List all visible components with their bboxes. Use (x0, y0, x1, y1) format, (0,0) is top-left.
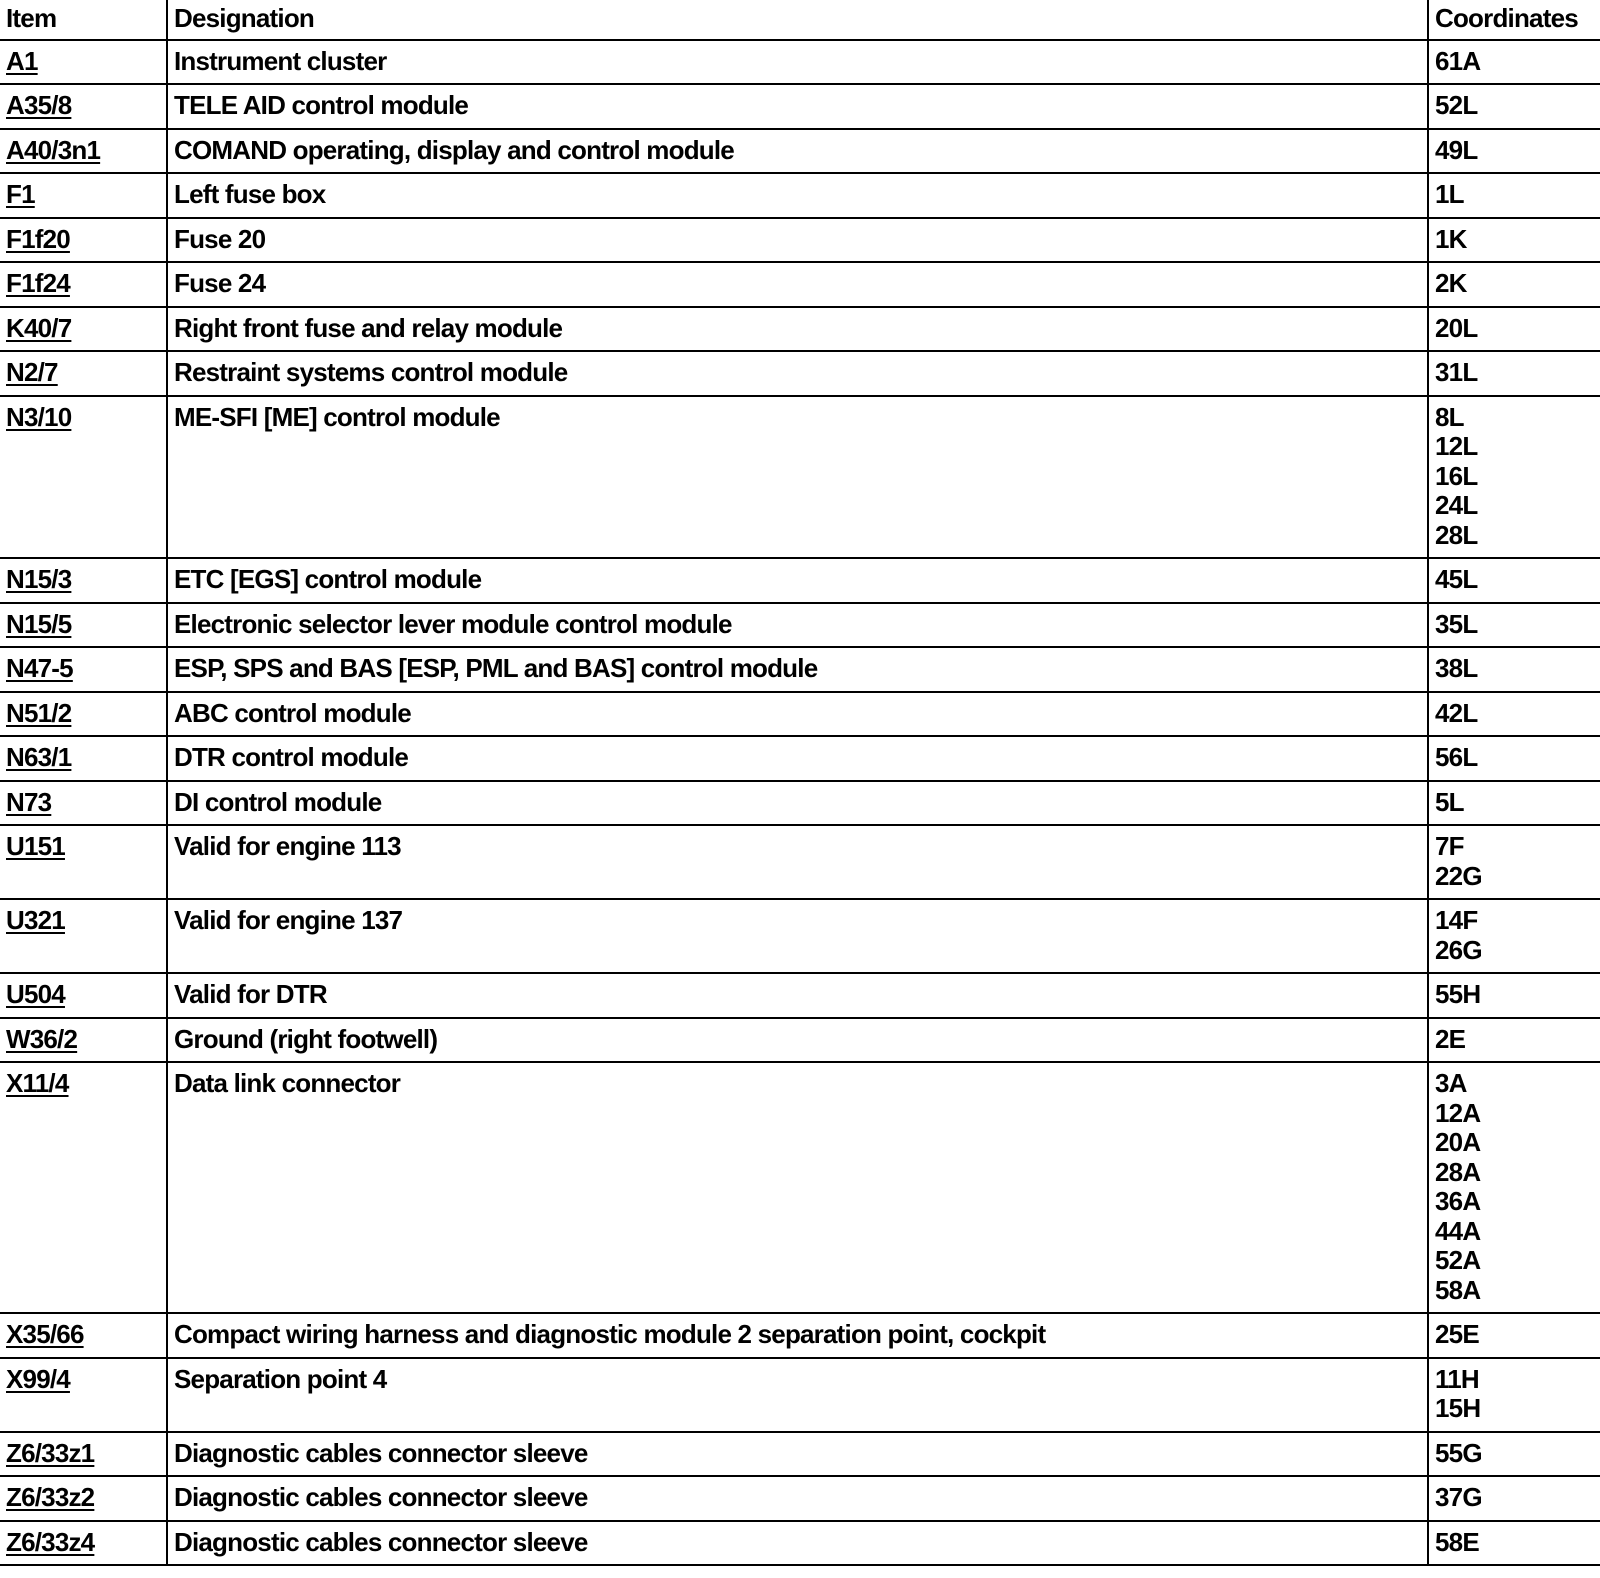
item-link[interactable]: F1f24 (6, 268, 70, 298)
item-link[interactable]: F1f20 (6, 223, 70, 254)
table-row (0, 1521, 1600, 1566)
table-row (0, 825, 1600, 899)
coordinate-value: 58E (1435, 1526, 1479, 1557)
coordinate-value: 12A (1435, 1097, 1481, 1128)
item-cell (0, 1062, 167, 1313)
designation-cell: Compact wiring harness and diagnostic module 2 separation point, cockpit (167, 1313, 1428, 1358)
coordinate-value: 11H (1435, 1363, 1479, 1394)
item-cell (0, 262, 167, 307)
coordinates-cell (1428, 558, 1600, 603)
designation-cell: Electronic selector lever module control module (167, 603, 1428, 648)
item-cell (0, 973, 167, 1018)
coordinate-value: 1L (1435, 179, 1464, 209)
item-link[interactable]: Z6/33z4 (6, 1526, 95, 1557)
coordinates-cell (1428, 736, 1600, 781)
item-cell (0, 1313, 167, 1358)
coordinate-value: 22G (1435, 860, 1482, 891)
item-link[interactable]: Z6/33z2 (6, 1482, 95, 1512)
coordinates-cell (1428, 173, 1600, 218)
coordinates-cell (1428, 396, 1600, 559)
item-cell (0, 1476, 167, 1521)
designation-cell: Valid for DTR (167, 973, 1428, 1018)
coordinate-value: 20L (1435, 312, 1478, 343)
coordinate-value: 25E (1435, 1319, 1479, 1349)
item-link[interactable]: Z6/33z1 (6, 1437, 95, 1468)
item-link[interactable]: A1 (6, 45, 38, 76)
table-row (0, 736, 1600, 781)
table-row (0, 129, 1600, 174)
item-link[interactable]: A35/8 (6, 90, 72, 120)
coordinate-value: 52A (1435, 1245, 1481, 1275)
coordinates-cell (1428, 1358, 1600, 1432)
item-link[interactable]: N51/2 (6, 697, 72, 728)
item-link[interactable]: K40/7 (6, 312, 72, 343)
item-link[interactable]: A40/3n1 (6, 134, 101, 165)
table-row (0, 218, 1600, 263)
coordinates-cell (1428, 781, 1600, 826)
coordinates-cell (1428, 899, 1600, 973)
item-link[interactable]: N15/5 (6, 608, 72, 639)
item-link[interactable]: N63/1 (6, 742, 72, 772)
coordinate-value: 55H (1435, 979, 1481, 1009)
coordinate-value: 56L (1435, 742, 1478, 772)
item-cell (0, 825, 167, 899)
coordinate-value: 58A (1435, 1274, 1481, 1305)
coordinates-cell (1428, 40, 1600, 85)
designation-cell: Valid for engine 137 (167, 899, 1428, 973)
coordinates-cell (1428, 1018, 1600, 1063)
coordinate-value: 15H (1435, 1393, 1481, 1423)
designation-cell: ESP, SPS and BAS [ESP, PML and BAS] control module (167, 647, 1428, 692)
coordinates-cell (1428, 1313, 1600, 1358)
coordinate-value: 16L (1435, 460, 1478, 491)
coordinates-cell (1428, 218, 1600, 263)
item-cell (0, 692, 167, 737)
table-row (0, 558, 1600, 603)
coordinate-value: 5L (1435, 786, 1464, 817)
coordinates-cell (1428, 1521, 1600, 1566)
item-cell (0, 173, 167, 218)
coordinate-value: 12L (1435, 431, 1478, 461)
coordinate-value: 42L (1435, 697, 1478, 728)
table-row (0, 1313, 1600, 1358)
item-link[interactable]: N3/10 (6, 401, 72, 432)
designation-cell: Left fuse box (167, 173, 1428, 218)
coordinates-cell (1428, 692, 1600, 737)
table-row (0, 1432, 1600, 1477)
table-row (0, 1476, 1600, 1521)
table-row (0, 84, 1600, 129)
table-row (0, 173, 1600, 218)
table-row (0, 692, 1600, 737)
item-link[interactable]: U321 (6, 905, 65, 935)
item-cell (0, 899, 167, 973)
designation-cell: Data link connector (167, 1062, 1428, 1313)
item-cell (0, 84, 167, 129)
item-link[interactable]: N15/3 (6, 564, 72, 594)
item-cell (0, 781, 167, 826)
designation-cell: Fuse 24 (167, 262, 1428, 307)
designation-cell: DI control module (167, 781, 1428, 826)
item-cell (0, 396, 167, 559)
designation-cell: COMAND operating, display and control module (167, 129, 1428, 174)
item-link[interactable]: X99/4 (6, 1363, 70, 1394)
coordinate-value: 49L (1435, 134, 1478, 165)
coordinate-value: 28L (1435, 519, 1478, 550)
table-row (0, 973, 1600, 1018)
item-cell (0, 736, 167, 781)
table-row (0, 647, 1600, 692)
coordinate-value: 3A (1435, 1068, 1467, 1098)
coordinate-value: 24L (1435, 490, 1478, 520)
designation-cell: ABC control module (167, 692, 1428, 737)
table-row (0, 40, 1600, 85)
coordinate-value: 20A (1435, 1127, 1481, 1157)
coordinates-cell (1428, 84, 1600, 129)
item-cell (0, 40, 167, 85)
coordinate-value: 35L (1435, 608, 1478, 639)
coordinates-cell (1428, 1062, 1600, 1313)
item-link[interactable]: U151 (6, 831, 65, 861)
item-link[interactable]: X11/4 (6, 1068, 69, 1098)
table-row (0, 396, 1600, 559)
table-row (0, 351, 1600, 396)
designation-cell: Ground (right footwell) (167, 1018, 1428, 1063)
coordinates-column-header: Coordinates (1428, 0, 1600, 40)
coordinates-cell (1428, 307, 1600, 352)
coordinate-value: 7F (1435, 831, 1464, 861)
coordinate-value: 37G (1435, 1482, 1482, 1512)
table-row (0, 899, 1600, 973)
coordinate-value: 55G (1435, 1437, 1482, 1468)
table-row (0, 603, 1600, 648)
item-cell (0, 1358, 167, 1432)
item-link[interactable]: W36/2 (6, 1023, 78, 1054)
table-row (0, 1018, 1600, 1063)
table-body (0, 40, 1600, 1566)
designation-cell: TELE AID control module (167, 84, 1428, 129)
table-row (0, 307, 1600, 352)
designation-cell: Diagnostic cables connector sleeve (167, 1521, 1428, 1566)
item-link[interactable]: U504 (6, 979, 65, 1009)
designation-cell: DTR control module (167, 736, 1428, 781)
coordinates-cell (1428, 351, 1600, 396)
coordinate-value: 2K (1435, 268, 1467, 298)
item-cell (0, 558, 167, 603)
coordinate-value: 44A (1435, 1215, 1481, 1246)
item-cell (0, 129, 167, 174)
item-cell (0, 1432, 167, 1477)
coordinates-cell (1428, 973, 1600, 1018)
item-link[interactable]: F1 (6, 179, 35, 209)
designation-cell: Separation point 4 (167, 1358, 1428, 1432)
item-cell (0, 603, 167, 648)
coordinate-value: 28A (1435, 1156, 1481, 1187)
coordinate-value: 52L (1435, 90, 1478, 120)
table-row (0, 262, 1600, 307)
table-row (0, 1358, 1600, 1432)
coordinate-value: 61A (1435, 45, 1481, 76)
coordinate-value: 2E (1435, 1023, 1466, 1054)
coordinate-value: 1K (1435, 223, 1467, 254)
designation-cell: Diagnostic cables connector sleeve (167, 1432, 1428, 1477)
designation-cell: Instrument cluster (167, 40, 1428, 85)
designation-cell: Fuse 20 (167, 218, 1428, 263)
coordinate-value: 14F (1435, 905, 1478, 935)
coordinate-value: 8L (1435, 401, 1464, 432)
item-link[interactable]: N47-5 (6, 653, 73, 683)
coordinates-cell (1428, 129, 1600, 174)
coordinates-cell (1428, 1432, 1600, 1477)
designation-cell: Valid for engine 113 (167, 825, 1428, 899)
coordinate-value: 31L (1435, 357, 1478, 387)
coordinate-value: 36A (1435, 1186, 1481, 1216)
item-link[interactable]: N2/7 (6, 357, 58, 387)
table-header-row (0, 0, 1600, 40)
designation-cell: Right front fuse and relay module (167, 307, 1428, 352)
item-cell (0, 1018, 167, 1063)
item-link[interactable]: N73 (6, 786, 52, 817)
item-cell (0, 351, 167, 396)
table-row (0, 781, 1600, 826)
item-link[interactable]: X35/66 (6, 1319, 84, 1349)
item-cell (0, 218, 167, 263)
designation-cell: ETC [EGS] control module (167, 558, 1428, 603)
table-row (0, 1062, 1600, 1313)
designation-column-header: Designation (167, 0, 1428, 40)
item-cell (0, 307, 167, 352)
coordinates-cell (1428, 262, 1600, 307)
coordinate-value: 45L (1435, 564, 1478, 594)
coordinates-cell (1428, 1476, 1600, 1521)
item-column-header: Item (0, 0, 167, 40)
designation-cell: Diagnostic cables connector sleeve (167, 1476, 1428, 1521)
coordinate-value: 26G (1435, 934, 1482, 965)
designation-cell: ME-SFI [ME] control module (167, 396, 1428, 559)
item-cell (0, 1521, 167, 1566)
coordinate-value: 38L (1435, 653, 1478, 683)
coordinates-cell (1428, 647, 1600, 692)
item-cell (0, 647, 167, 692)
designation-cell: Restraint systems control module (167, 351, 1428, 396)
coordinates-cell (1428, 825, 1600, 899)
coordinates-cell (1428, 603, 1600, 648)
